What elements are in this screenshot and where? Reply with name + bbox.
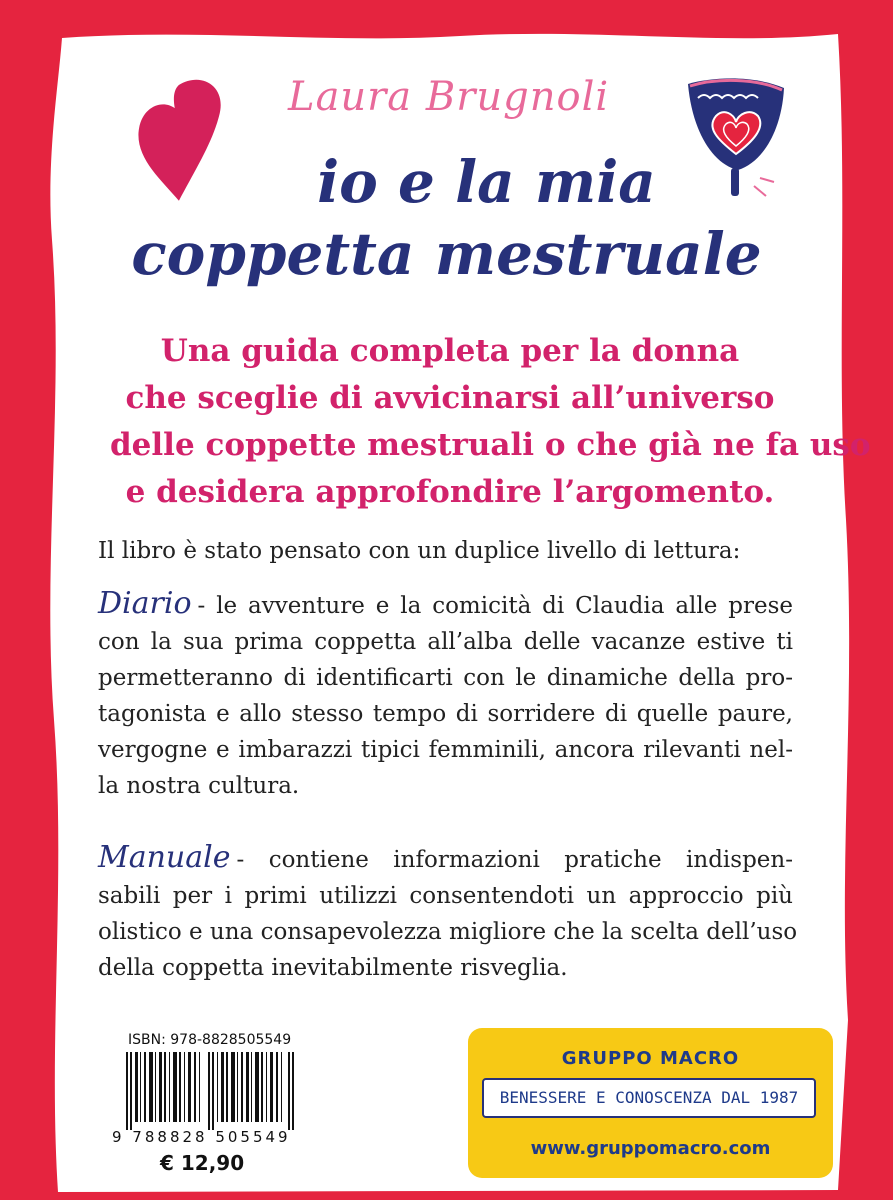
barcode-digits: 9 788828 505549 [112, 1128, 291, 1146]
intro-text: Il libro è stato pensato con un duplice livello di lettura: [98, 538, 741, 564]
manuale-line: olistico e una consapevolezza migliore che la scelta dell’uso [98, 919, 798, 945]
isbn-label: ISBN: 978-8828505549 [128, 1032, 292, 1048]
subtitle-line: delle coppette mestruali o che già ne fa uso [110, 427, 871, 463]
diario-heading: Diario [98, 586, 192, 621]
manuale-line: - contiene informazioni pratiche indispen- [236, 847, 793, 873]
publisher-url[interactable]: www.gruppomacro.com [530, 1138, 771, 1159]
diario-line: la nostra cultura. [98, 773, 300, 799]
subtitle-line: Una guida completa per la donna [160, 333, 740, 369]
publisher-tagline: BENESSERE E CONOSCENZA DAL 1987 [482, 1078, 816, 1118]
subtitle-line: che sceglie di avvicinarsi all’universo [125, 380, 775, 416]
price-label: € 12,90 [160, 1151, 245, 1175]
book-title-line-1: io e la mia [317, 148, 656, 216]
diario-paragraph [98, 586, 793, 804]
manuale-line: sabili per i primi utilizzi consentendoti un approccio più [98, 883, 793, 909]
subtitle-block [110, 328, 871, 516]
diario-line: tagonista e allo stesso tempo di sorridere di quelle paure, [98, 701, 793, 727]
publisher-box [468, 1028, 833, 1178]
diario-line: vergogne e imbarazzi tipici femminili, ancora rilevanti nel- [98, 737, 793, 763]
manuale-heading: Manuale [98, 840, 231, 875]
diario-line: con la sua prima coppetta all’alba delle vacanze estive ti [98, 629, 793, 655]
barcode-bars [116, 1052, 312, 1130]
publisher-name: GRUPPO MACRO [561, 1048, 740, 1069]
manuale-paragraph [98, 840, 798, 986]
manuale-line: della coppetta inevitabilmente risveglia. [98, 955, 568, 981]
author-name: Laura Brugnoli [288, 74, 610, 120]
diario-line: permetteranno di identificarti con le dinamiche della pro- [98, 665, 793, 691]
book-title-line-2: coppetta mestruale [131, 220, 762, 288]
diario-line: - le avventure e la comicità di Claudia alle prese [197, 593, 793, 619]
subtitle-line: e desidera approfondire l’argomento. [125, 474, 775, 510]
